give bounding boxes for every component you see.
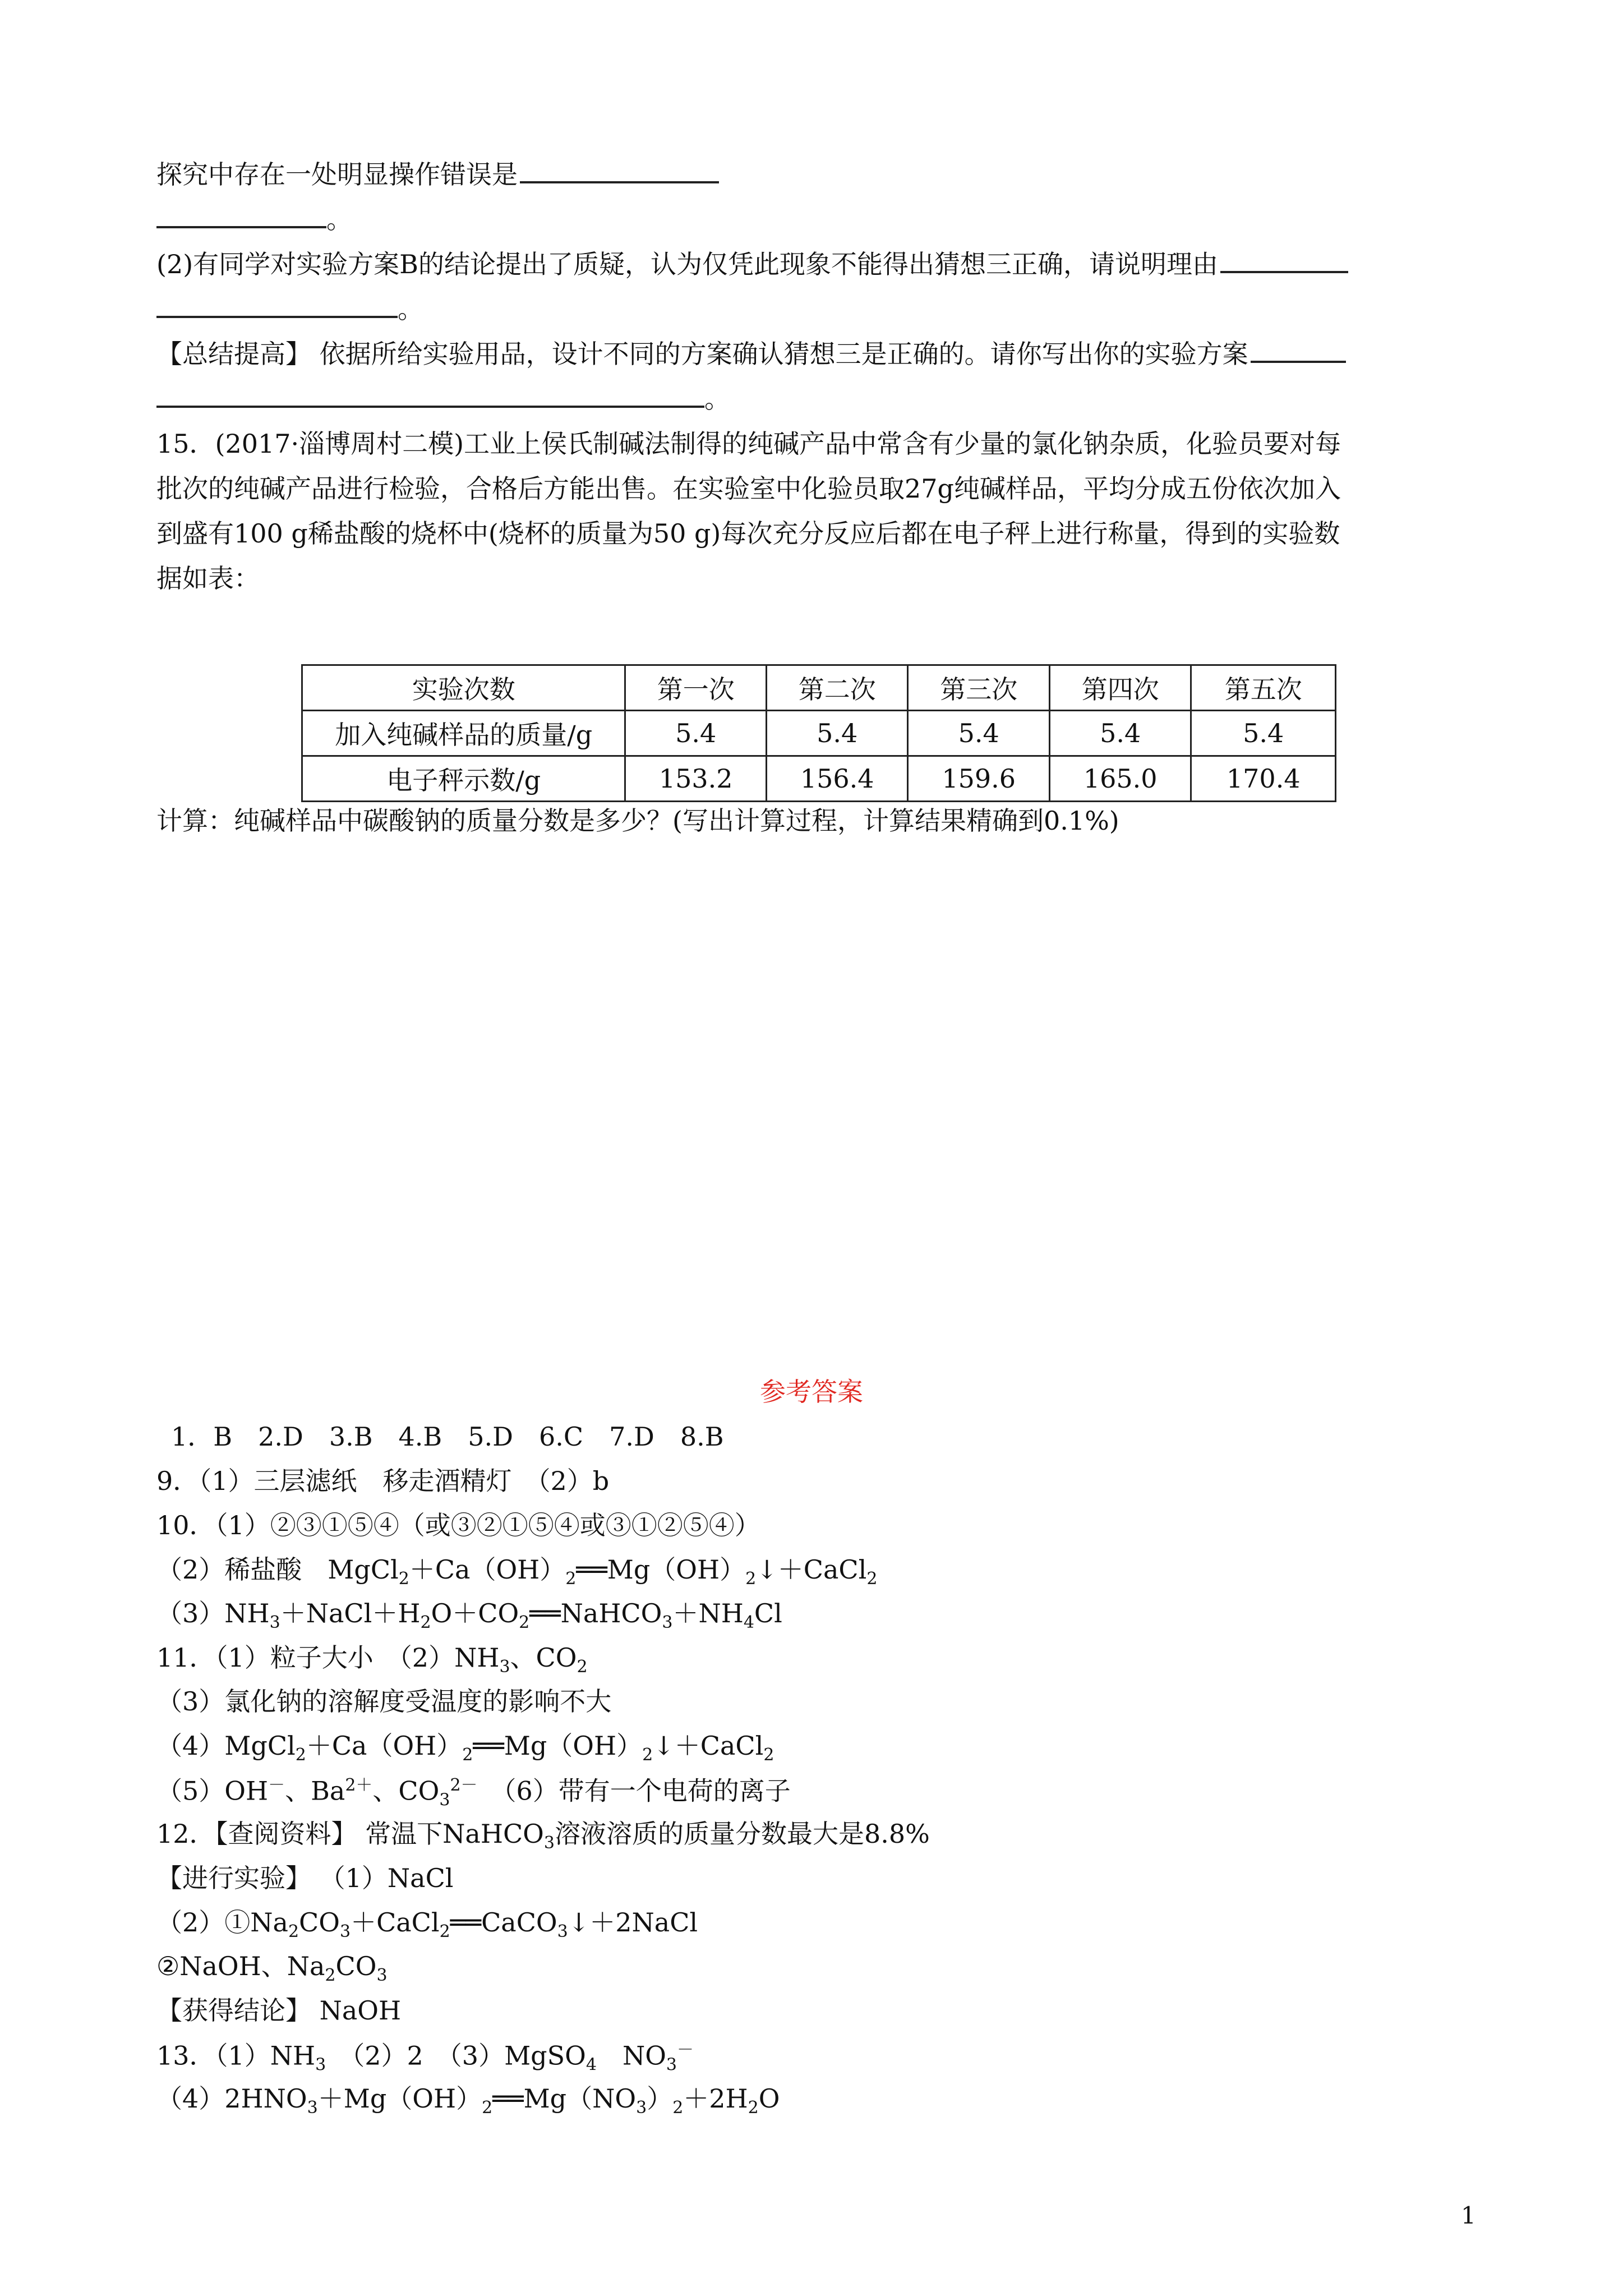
table-cell: 第三次: [908, 665, 1050, 711]
q15-question: 计算：纯碱样品中碳酸钠的质量分数是多少？(写出计算过程，计算结果精确到0.1%): [156, 806, 1119, 836]
answer-12-2: 【进行实验】 （1）NaCl: [156, 1863, 454, 1893]
answer-11-3: （3）氯化钠的溶解度受温度的影响不大: [156, 1686, 612, 1717]
table-cell: 5.4: [766, 711, 908, 756]
q14-line-4: 。: [156, 296, 423, 322]
q14-line-3: (2)有同学对实验方案B的结论提出了质疑，认为仅凭此现象不能得出猜想三正确，请说明理由: [156, 251, 1348, 277]
table-cell: 第二次: [766, 665, 908, 711]
answer-13-2: $(4)2HNO_3+Mg(OH)_2══Mg(NO_3)_2+2H_2O$: [156, 2083, 780, 2118]
table-cell: 5.4: [1049, 711, 1191, 756]
table-cell: 156.4: [766, 756, 908, 802]
table-cell: 165.0: [1049, 756, 1191, 802]
answer-13-1: 13．$(1)NH_3$ （2）2 （3）MgSO$_4$ $NO_3^-$: [156, 2040, 694, 2075]
table-cell: 5.4: [625, 711, 767, 756]
answer-9: 9．（1）三层滤纸 移走酒精灯 （2）b: [156, 1466, 610, 1496]
experiment-data-table: [301, 664, 1336, 802]
table-cell: 5.4: [908, 711, 1050, 756]
answer-blank[interactable]: [1220, 271, 1348, 273]
answer-12-1: 12．【查阅资料】 常温下NaHCO$_3$溶液溶质的质量分数最大是8.8%: [156, 1819, 930, 1853]
table-row: [302, 756, 1336, 802]
answer-1-8: 1．B 2.D 3.B 4.B 5.D 6.C 7.D 8.B: [171, 1421, 724, 1452]
q14-line-2: 。: [156, 206, 352, 232]
answer-blank[interactable]: [156, 316, 398, 318]
table-cell: 电子秤示数/g: [302, 756, 625, 802]
answer-12-3: $(2)①Na_2CO_3+CaCl_2══CaCO_3↓+2NaCl$: [156, 1907, 698, 1942]
answer-12-5: 【获得结论】 NaOH: [156, 1995, 402, 2026]
answer-10-1: 10．（1）②③①⑤④（或③②①⑤④或③①②⑤④）: [156, 1510, 760, 1540]
q14-line-6: 。: [156, 386, 730, 412]
q15-line-1: 15．(2017·淄博周村二模)工业上侯氏制碱法制得的纯碱产品中常含有少量的氯化钠杂质，化验员要对每: [156, 429, 1341, 459]
answer-11-5: （5）OH－、$Ba^{2+}$、$CO_3^{2-}$ （6）带有一个电荷的离子: [156, 1775, 791, 1810]
table-cell: 实验次数: [302, 665, 625, 711]
table-row: [302, 711, 1336, 756]
table-cell: 第一次: [625, 665, 767, 711]
answer-blank[interactable]: [156, 226, 326, 228]
q15-line-4: 据如表：: [156, 563, 260, 593]
q15-line-2: 批次的纯碱产品进行检验，合格后方能出售。在实验室中化验员取27g纯碱样品，平均分成五份依次加入: [156, 473, 1341, 504]
answers-title: 参考答案: [760, 1377, 863, 1407]
q14-line-1: 探究中存在一处明显操作错误是: [156, 162, 719, 187]
table-cell: 5.4: [1191, 711, 1336, 756]
answer-12-4: ②NaOH、$Na_2CO_3$: [156, 1951, 388, 1986]
table-cell: 159.6: [908, 756, 1050, 802]
answer-blank[interactable]: [520, 181, 719, 183]
q15-line-3: 到盛有100 g稀盐酸的烧杯中(烧杯的质量为50 g)每次充分反应后都在电子秤上进行称量，得到的实验数: [156, 518, 1340, 549]
table-header-row: [302, 665, 1336, 711]
table-cell: 加入纯碱样品的质量/g: [302, 711, 625, 756]
answer-blank[interactable]: [156, 406, 704, 408]
answer-blank[interactable]: [1251, 361, 1346, 363]
answer-10-3: $(3)NH_3+NaCl+H_2O+CO_2══NaHCO_3+NH_4Cl$: [156, 1598, 782, 1633]
page-number: 1: [1461, 2202, 1476, 2229]
table-cell: 153.2: [625, 756, 767, 802]
table-cell: 170.4: [1191, 756, 1336, 802]
answer-10-2: （2）稀盐酸 $MgCl_2+Ca(OH)_2══Mg(OH)_2↓+CaCl_2$: [156, 1554, 878, 1589]
table-cell: 第五次: [1191, 665, 1336, 711]
q14-summary-line: 【总结提高】 依据所给实验用品，设计不同的方案确认猜想三是正确的。请你写出你的实验方案: [156, 341, 1346, 367]
answer-11-1: 11．（1）粒子大小 $(2)NH_3$、$CO_2$: [156, 1642, 588, 1677]
answer-11-4: $(4)MgCl_2+Ca(OH)_2══Mg(OH)_2↓+CaCl_2$: [156, 1731, 774, 1765]
table-cell: 第四次: [1049, 665, 1191, 711]
